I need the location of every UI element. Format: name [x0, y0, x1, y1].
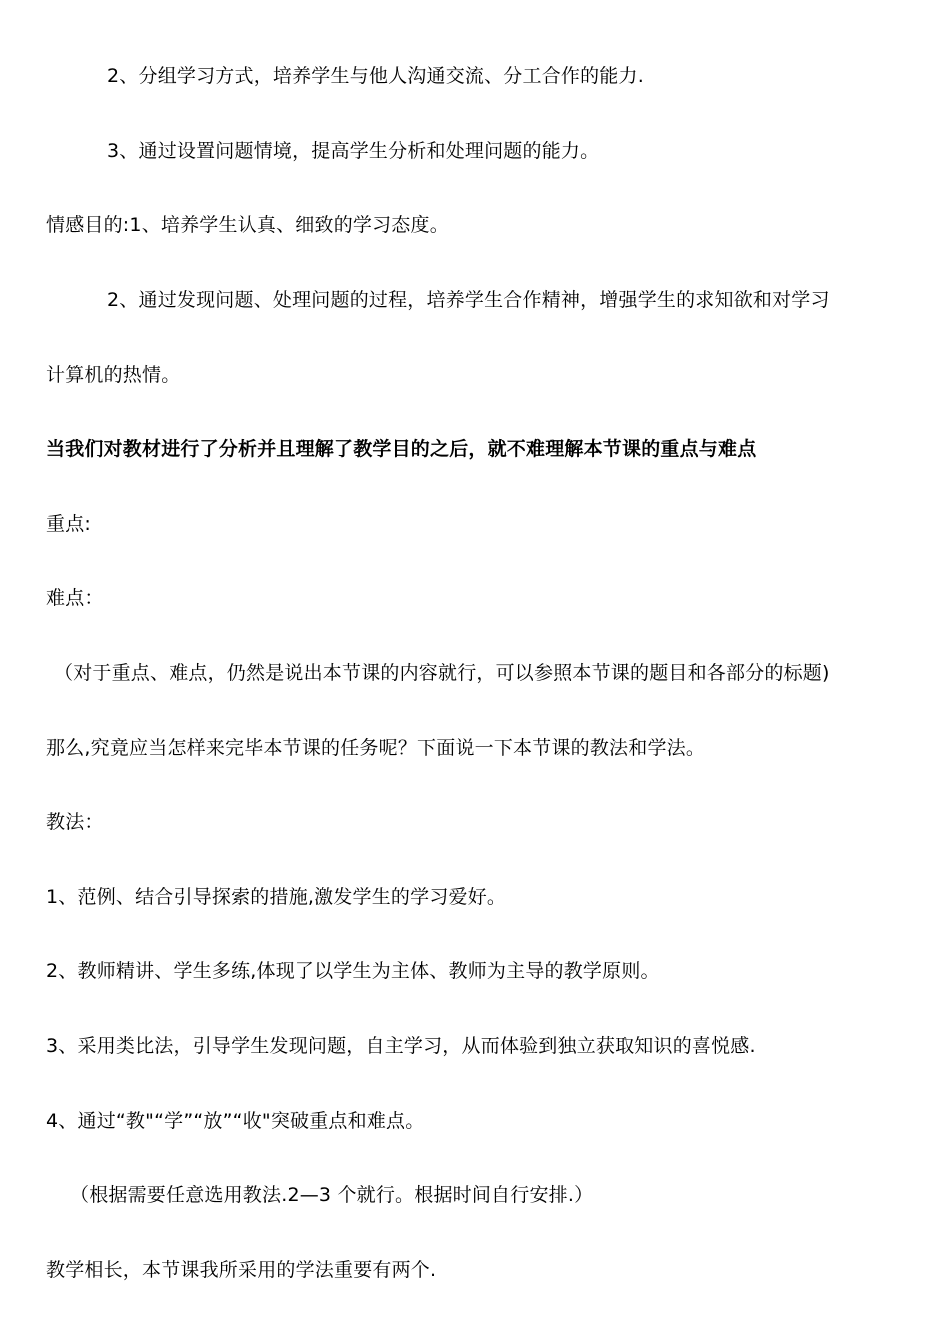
paragraph-emotional-goal-1: 情感目的:1、培养学生认真、细致的学习态度。 — [46, 214, 449, 236]
note-method-selection: （根据需要任意选用教法.2—3 个就行。根据时间自行安排.） — [70, 1184, 594, 1206]
paragraph-learning-method: 教学相长，本节课我所采用的学法重要有两个. — [46, 1259, 437, 1281]
method-item-1: 1、范例、结合引导探索的措施,激发学生的学习爱好。 — [46, 886, 507, 908]
paragraph-emotional-goal-2-cont: 计算机的热情。 — [46, 364, 181, 386]
method-item-3: 3、采用类比法，引导学生发现问题，自主学习，从而体验到独立获取知识的喜悦感. — [46, 1035, 756, 1057]
label-teaching-method: 教法： — [46, 811, 104, 833]
heading-key-and-difficult-points: 当我们对教材进行了分析并且理解了教学目的之后，就不难理解本节课的重点与难点 — [46, 438, 757, 460]
note-key-difficult: （对于重点、难点，仍然是说出本节课的内容就行，可以参照本节课的题目和各部分的标题) — [54, 662, 830, 684]
paragraph-group-learning: 2、分组学习方式，培养学生与他人沟通交流、分工合作的能力. — [107, 65, 644, 87]
paragraph-emotional-goal-2: 2、通过发现问题、处理问题的过程，培养学生合作精神，增强学生的求知欲和对学习 — [107, 289, 830, 311]
method-item-4: 4、通过“教"“学”“放”“收"突破重点和难点。 — [46, 1110, 425, 1132]
label-key-point: 重点: — [46, 513, 92, 535]
paragraph-problem-situation: 3、通过设置问题情境，提高学生分析和处理问题的能力。 — [107, 140, 600, 162]
paragraph-transition: 那么,究竟应当怎样来完毕本节课的任务呢？下面说一下本节课的教法和学法。 — [46, 737, 706, 759]
label-difficult-point: 难点： — [46, 587, 104, 609]
method-item-2: 2、教师精讲、学生多练,体现了以学生为主体、教师为主导的教学原则。 — [46, 960, 660, 982]
